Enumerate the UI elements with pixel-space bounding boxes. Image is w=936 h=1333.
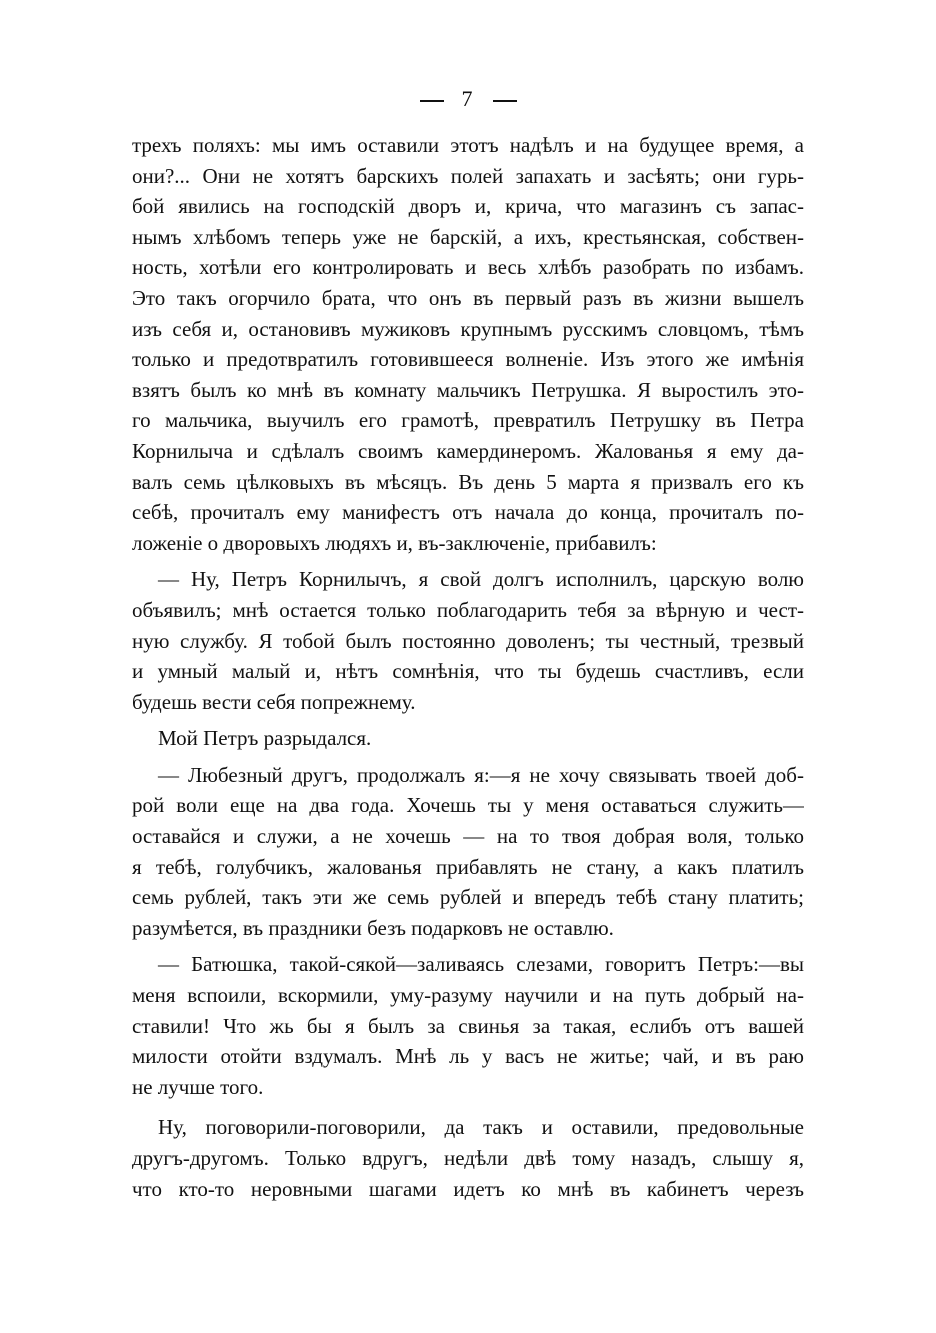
text-line: ную службу. Я тобой былъ постоянно доволенъ; ты честный, трезвый — [132, 628, 804, 653]
text-line: взятъ былъ ко мнѣ въ комнату мальчикъ Петрушка. Я выростилъ это- — [132, 377, 804, 402]
text-line: трехъ поляхъ: мы имъ оставили этотъ надѣлъ и на будущее время, а — [132, 133, 804, 157]
text-line: и умный малый и, нѣтъ сомнѣнія, что ты будешь счастливъ, если — [132, 659, 804, 684]
text-line: го мальчика, выучилъ его грамотѣ, превратилъ Петрушку въ Петра — [132, 408, 804, 433]
page-number: 7 — [461, 86, 475, 111]
text-line: меня вспоили, вскормили, уму-разуму научили и на путь добрый на- — [132, 983, 804, 1008]
text-line: будешь вести себя попрежнему. — [132, 689, 416, 714]
text-line: Мой Петръ разрыдался. — [158, 726, 372, 751]
text-line: только и предотвратилъ готовившееся волненіе. Изъ этого же имѣнія — [132, 347, 804, 372]
text-line: милости отойти вздумалъ. Мнѣ ль у васъ не житье; чай, и въ раю — [132, 1044, 804, 1069]
text-line: ность, хотѣли его контролировать и весь хлѣбъ разобрать по избамъ. — [132, 255, 804, 280]
paragraph — [132, 564, 804, 717]
text-line: Корнилыча и сдѣлалъ своимъ камердинеромъ. Жалованья я ему да- — [132, 438, 804, 463]
text-line: себѣ, прочиталъ ему манифестъ отъ начала до конца, прочиталъ по- — [132, 500, 804, 525]
paragraph — [132, 130, 804, 558]
text-line: семь рублей, такъ эти же семь рублей и впередъ тебѣ стану платить; — [132, 885, 804, 910]
right-dash — [493, 100, 517, 102]
text-line: ложеніе о дворовыхъ людяхъ и, въ-заключеніе, прибавилъ: — [132, 530, 657, 555]
text-line: разумѣется, въ праздники безъ подарковъ не оставлю. — [132, 915, 614, 940]
text-line: изъ себя и, остановивъ мужиковъ крупнымъ русскимъ словцомъ, тѣмъ — [132, 316, 804, 341]
text-line: они?... Они не хотятъ барскихъ полей запахать и засѣять; они гурь- — [132, 163, 804, 188]
page-number-header — [0, 86, 936, 112]
left-dash — [420, 100, 444, 102]
paragraph — [132, 723, 804, 754]
text-line: — Батюшка, такой-сякой—заливаясь слезами, говоритъ Петръ:—вы — [158, 952, 804, 977]
text-line: объявилъ; мнѣ остается только поблагодарить тебя за вѣрную и чест- — [132, 597, 804, 622]
text-line: нымъ хлѣбомъ теперь уже не барскій, а ихъ, крестьянская, собствен- — [132, 224, 804, 249]
text-line: — Ну, Петръ Корнилычъ, я свой долгъ исполнилъ, царскую волю — [158, 567, 804, 592]
paragraph — [132, 1112, 804, 1204]
text-line: валъ семь цѣлковыхъ въ мѣсяцъ. Въ день 5 марта я призвалъ его къ — [132, 469, 804, 494]
paragraph — [132, 949, 804, 1102]
text-line: что кто-то неровными шагами идетъ ко мнѣ въ кабинетъ черезъ — [132, 1176, 804, 1201]
paragraph — [132, 760, 804, 944]
body-text — [132, 130, 804, 1204]
text-line: Это такъ огорчило брата, что онъ въ первый разъ въ жизни вышелъ — [132, 285, 804, 310]
text-line: другъ-другомъ. Только вдругъ, недѣли двѣ тому назадъ, слышу я, — [132, 1146, 804, 1170]
text-line: ставили! Что жь бы я былъ за свинья за такая, еслибъ отъ вашей — [132, 1013, 804, 1038]
text-line: я тебѣ, голубчикъ, жалованья прибавлять не стану, а какъ платилъ — [132, 854, 804, 879]
text-line: — Любезный другъ, продолжалъ я:—я не хочу связывать твоей доб- — [158, 762, 804, 787]
text-line: Ну, поговорили-поговорили, да такъ и оставили, предовольные — [158, 1115, 804, 1140]
text-line: не лучше того. — [132, 1074, 264, 1099]
text-line: бой явились на господскій дворъ и, крича, что магазинъ съ запас- — [132, 194, 804, 219]
text-line: оставайся и служи, а не хочешь — на то твоя добрая воля, только — [132, 824, 804, 849]
text-line: рой воли еще на два года. Хочешь ты у меня оставаться служить— — [132, 793, 804, 818]
